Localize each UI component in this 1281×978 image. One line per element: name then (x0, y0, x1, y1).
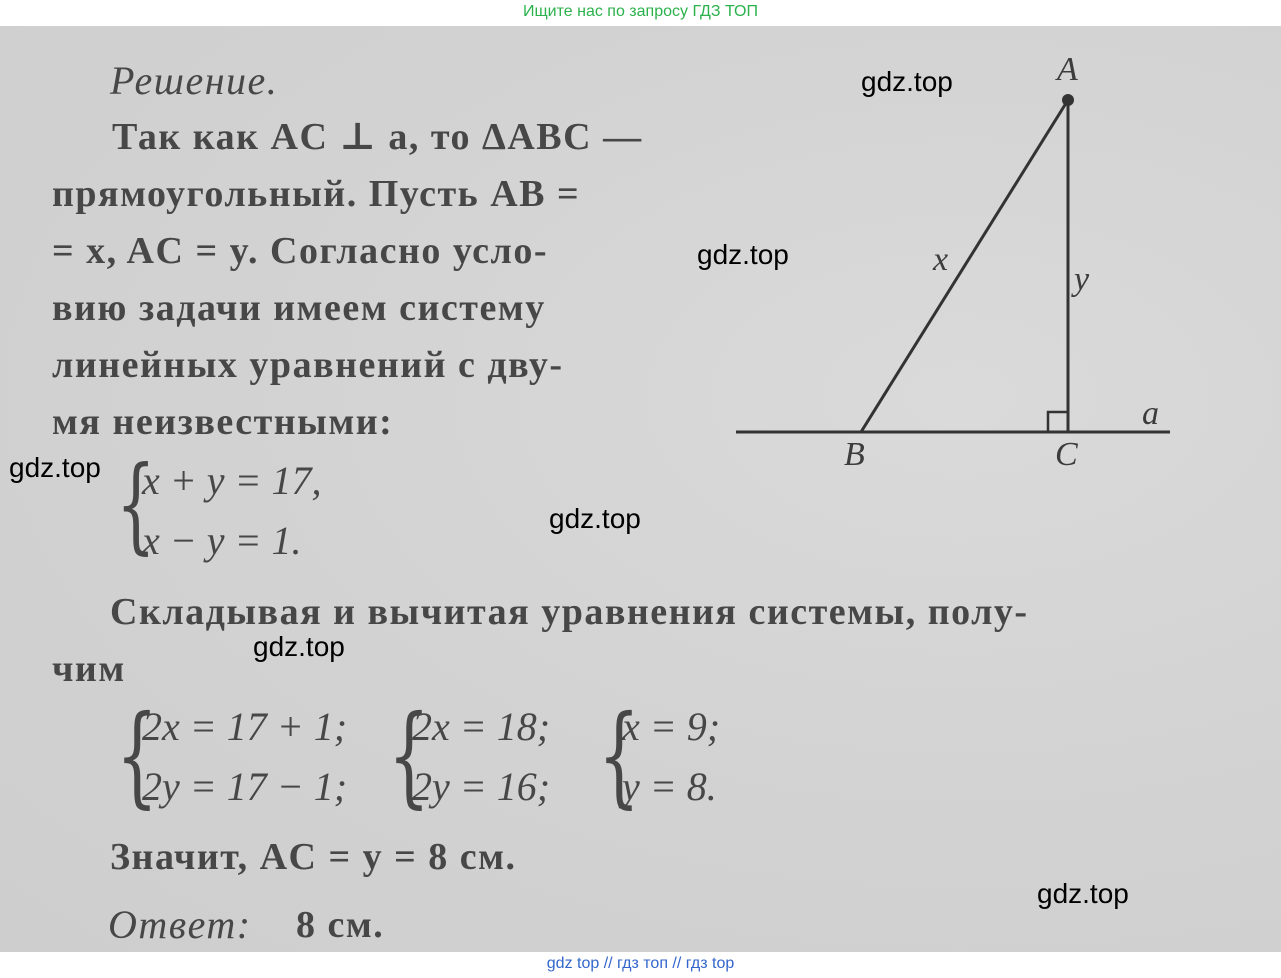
solution-line-3: = x, AC = y. Согласно усло- (52, 230, 549, 272)
label-point-b: B (844, 436, 865, 473)
solution-line-2: прямоугольный. Пусть AB = (52, 173, 581, 215)
solution-conclusion: Значит, AC = y = 8 см. (110, 836, 517, 878)
answer-label: Ответ: (108, 902, 252, 947)
system-brace: { (116, 443, 156, 565)
watermark: gdz.top (697, 239, 789, 270)
solution-line-1: Так как AC ⊥ a, то ΔABC — (112, 116, 643, 158)
solution-line-7: Складывая и вычитая уравнения системы, полу- (110, 591, 1029, 633)
system-1-equation-1: x + y = 17, (142, 458, 322, 503)
system-brace: { (388, 691, 430, 819)
label-side-x: x (933, 241, 949, 278)
solution-heading: Решение. (110, 58, 279, 103)
system-3-equation-2: 2y = 16; (412, 764, 551, 809)
label-line-a: a (1142, 395, 1159, 432)
solution-line-6: мя неизвестными: (52, 401, 394, 443)
watermark: gdz.top (549, 503, 641, 534)
label-side-y: y (1074, 261, 1090, 298)
footer-links[interactable]: gdz top // гдз топ // гдз top (0, 952, 1281, 978)
system-brace: { (116, 691, 158, 819)
system-2-equation-1: 2x = 17 + 1; (142, 704, 348, 749)
label-point-a: A (1057, 51, 1078, 88)
system-3-equation-1: 2x = 18; (412, 704, 551, 749)
solution-line-5: линейных уравнений с дву- (52, 344, 564, 386)
system-1-equation-2: x − y = 1. (142, 518, 302, 563)
right-angle-mark (1048, 412, 1068, 432)
watermark: gdz.top (1037, 878, 1129, 909)
promo-banner[interactable]: Ищите нас по запросу ГДЗ ТОП (0, 0, 1281, 26)
watermark: gdz.top (253, 631, 345, 662)
system-2-equation-2: 2y = 17 − 1; (142, 764, 348, 809)
watermark: gdz.top (861, 66, 953, 97)
system-4-equation-2: y = 8. (622, 764, 717, 809)
point-a (1062, 94, 1074, 106)
system-4-equation-1: x = 9; (622, 704, 721, 749)
solution-line-8: чим (52, 648, 126, 690)
segment-ab (861, 100, 1068, 432)
solution-line-4: вию задачи имеем систему (52, 287, 546, 329)
watermark: gdz.top (9, 452, 101, 483)
label-point-c: C (1055, 436, 1078, 473)
answer-value: 8 см. (296, 904, 385, 946)
system-brace: { (598, 691, 640, 819)
